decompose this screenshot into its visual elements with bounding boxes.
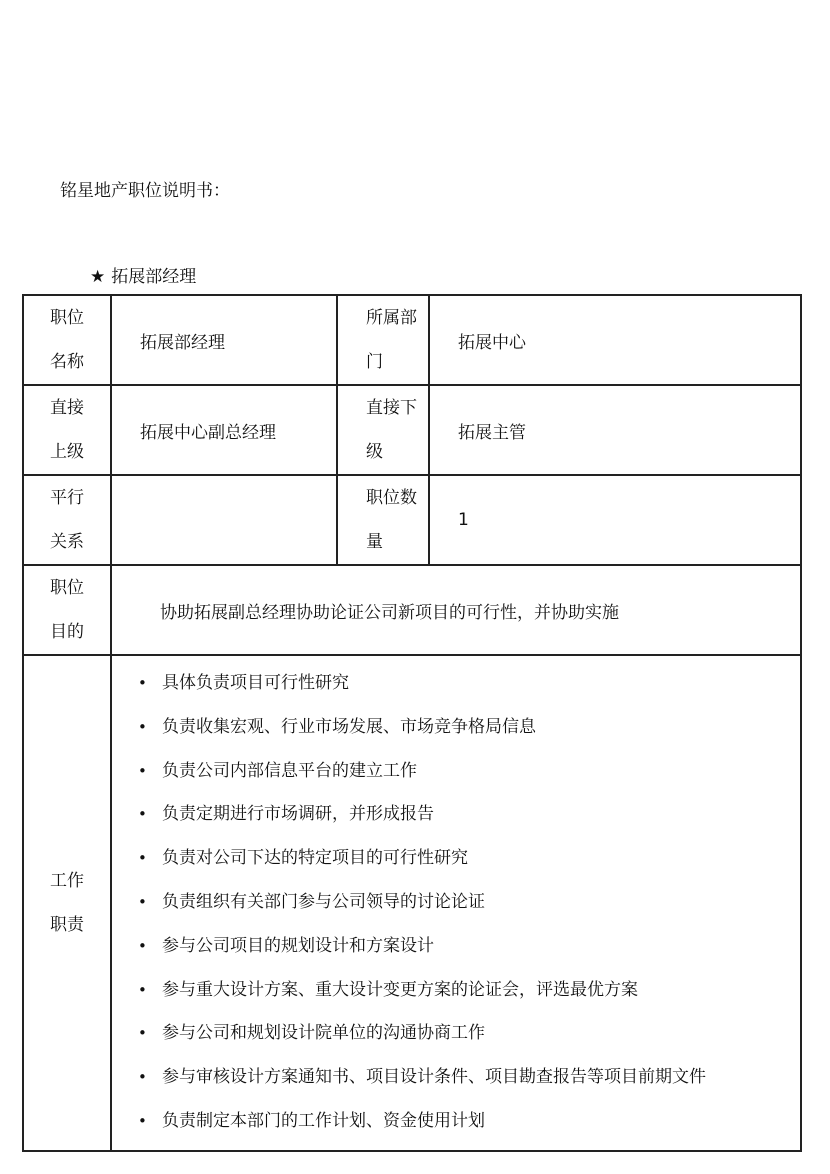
table-row [23, 295, 801, 385]
label-cell [23, 295, 111, 385]
position-purpose-value: 协助拓展副总经理协助论证公司新项目的可行性，并协助实施 [111, 565, 801, 655]
label-cell [337, 295, 429, 385]
department-value: 拓展中心 [429, 295, 801, 385]
bullet-icon: • [138, 892, 147, 911]
position-count-value: 1 [429, 475, 801, 565]
label-cell [337, 475, 429, 565]
list-item [138, 1012, 800, 1056]
list-item [138, 1056, 800, 1100]
duty-text: 负责制定本部门的工作计划、资金使用计划 [162, 1110, 485, 1131]
star-icon: ★ [90, 267, 106, 287]
table-row [23, 655, 801, 1151]
direct-subordinate-value: 拓展主管 [429, 385, 801, 475]
bullet-icon: • [138, 674, 147, 692]
list-item [138, 969, 800, 1013]
bullet-icon: • [138, 1068, 147, 1087]
direct-subordinate-label: 直接下级 [366, 398, 417, 462]
duty-text: 参与审核设计方案通知书、项目设计条件、项目勘查报告等项目前期文件 [162, 1067, 706, 1088]
duty-text: 参与重大设计方案、重大设计变更方案的论证会，评选最优方案 [162, 979, 638, 1000]
duties-label: 工作职责 [49, 870, 84, 935]
list-item [138, 881, 800, 925]
bullet-icon: • [138, 717, 147, 736]
direct-superior-label: 直接上级 [49, 398, 84, 462]
table-row [23, 475, 801, 565]
document-title: 铭星地产职位说明书： [60, 181, 230, 201]
list-item [138, 793, 800, 837]
label-cell [23, 475, 111, 565]
bullet-icon: • [138, 849, 147, 868]
duty-text: 负责组织有关部门参与公司领导的讨论论证 [162, 891, 485, 912]
label-cell [23, 655, 111, 1151]
section-title [90, 262, 196, 287]
duty-text: 负责公司内部信息平台的建立工作 [162, 760, 417, 781]
parallel-relation-label: 平行关系 [49, 488, 84, 552]
parallel-relation-value [111, 475, 337, 565]
duties-cell [111, 655, 801, 1151]
bullet-icon: • [138, 1111, 147, 1130]
duty-text: 参与公司项目的规划设计和方案设计 [162, 935, 434, 956]
list-item [138, 662, 800, 706]
label-cell [23, 565, 111, 655]
duties-list [112, 656, 800, 1150]
bullet-icon: • [138, 980, 147, 999]
table-row [23, 385, 801, 475]
list-item [138, 750, 800, 794]
job-spec-table [22, 294, 802, 1152]
position-name-value: 拓展部经理 [111, 295, 337, 385]
list-item [138, 706, 800, 750]
department-label: 所属部门 [366, 308, 417, 372]
list-item [138, 925, 800, 969]
label-cell [23, 385, 111, 475]
list-item [138, 837, 800, 881]
section-title-text: 拓展部经理 [111, 267, 197, 287]
label-cell [337, 385, 429, 475]
bullet-icon: • [138, 761, 147, 780]
bullet-icon: • [138, 805, 147, 824]
duty-text: 参与公司和规划设计院单位的沟通协商工作 [162, 1023, 485, 1044]
duty-text: 负责定期进行市场调研，并形成报告 [162, 804, 434, 825]
bullet-icon: • [138, 936, 147, 955]
position-count-label: 职位数量 [366, 488, 417, 552]
duty-text: 负责收集宏观、行业市场发展、市场竞争格局信息 [162, 716, 536, 737]
position-name-label: 职位名称 [49, 308, 84, 372]
position-purpose-label: 职位目的 [49, 578, 84, 642]
list-item [138, 1100, 800, 1144]
direct-superior-value: 拓展中心副总经理 [111, 385, 337, 475]
duty-text: 负责对公司下达的特定项目的可行性研究 [162, 848, 468, 869]
bullet-icon: • [138, 1024, 147, 1043]
table-row [23, 565, 801, 655]
duty-text: 具体负责项目可行性研究 [162, 673, 349, 693]
